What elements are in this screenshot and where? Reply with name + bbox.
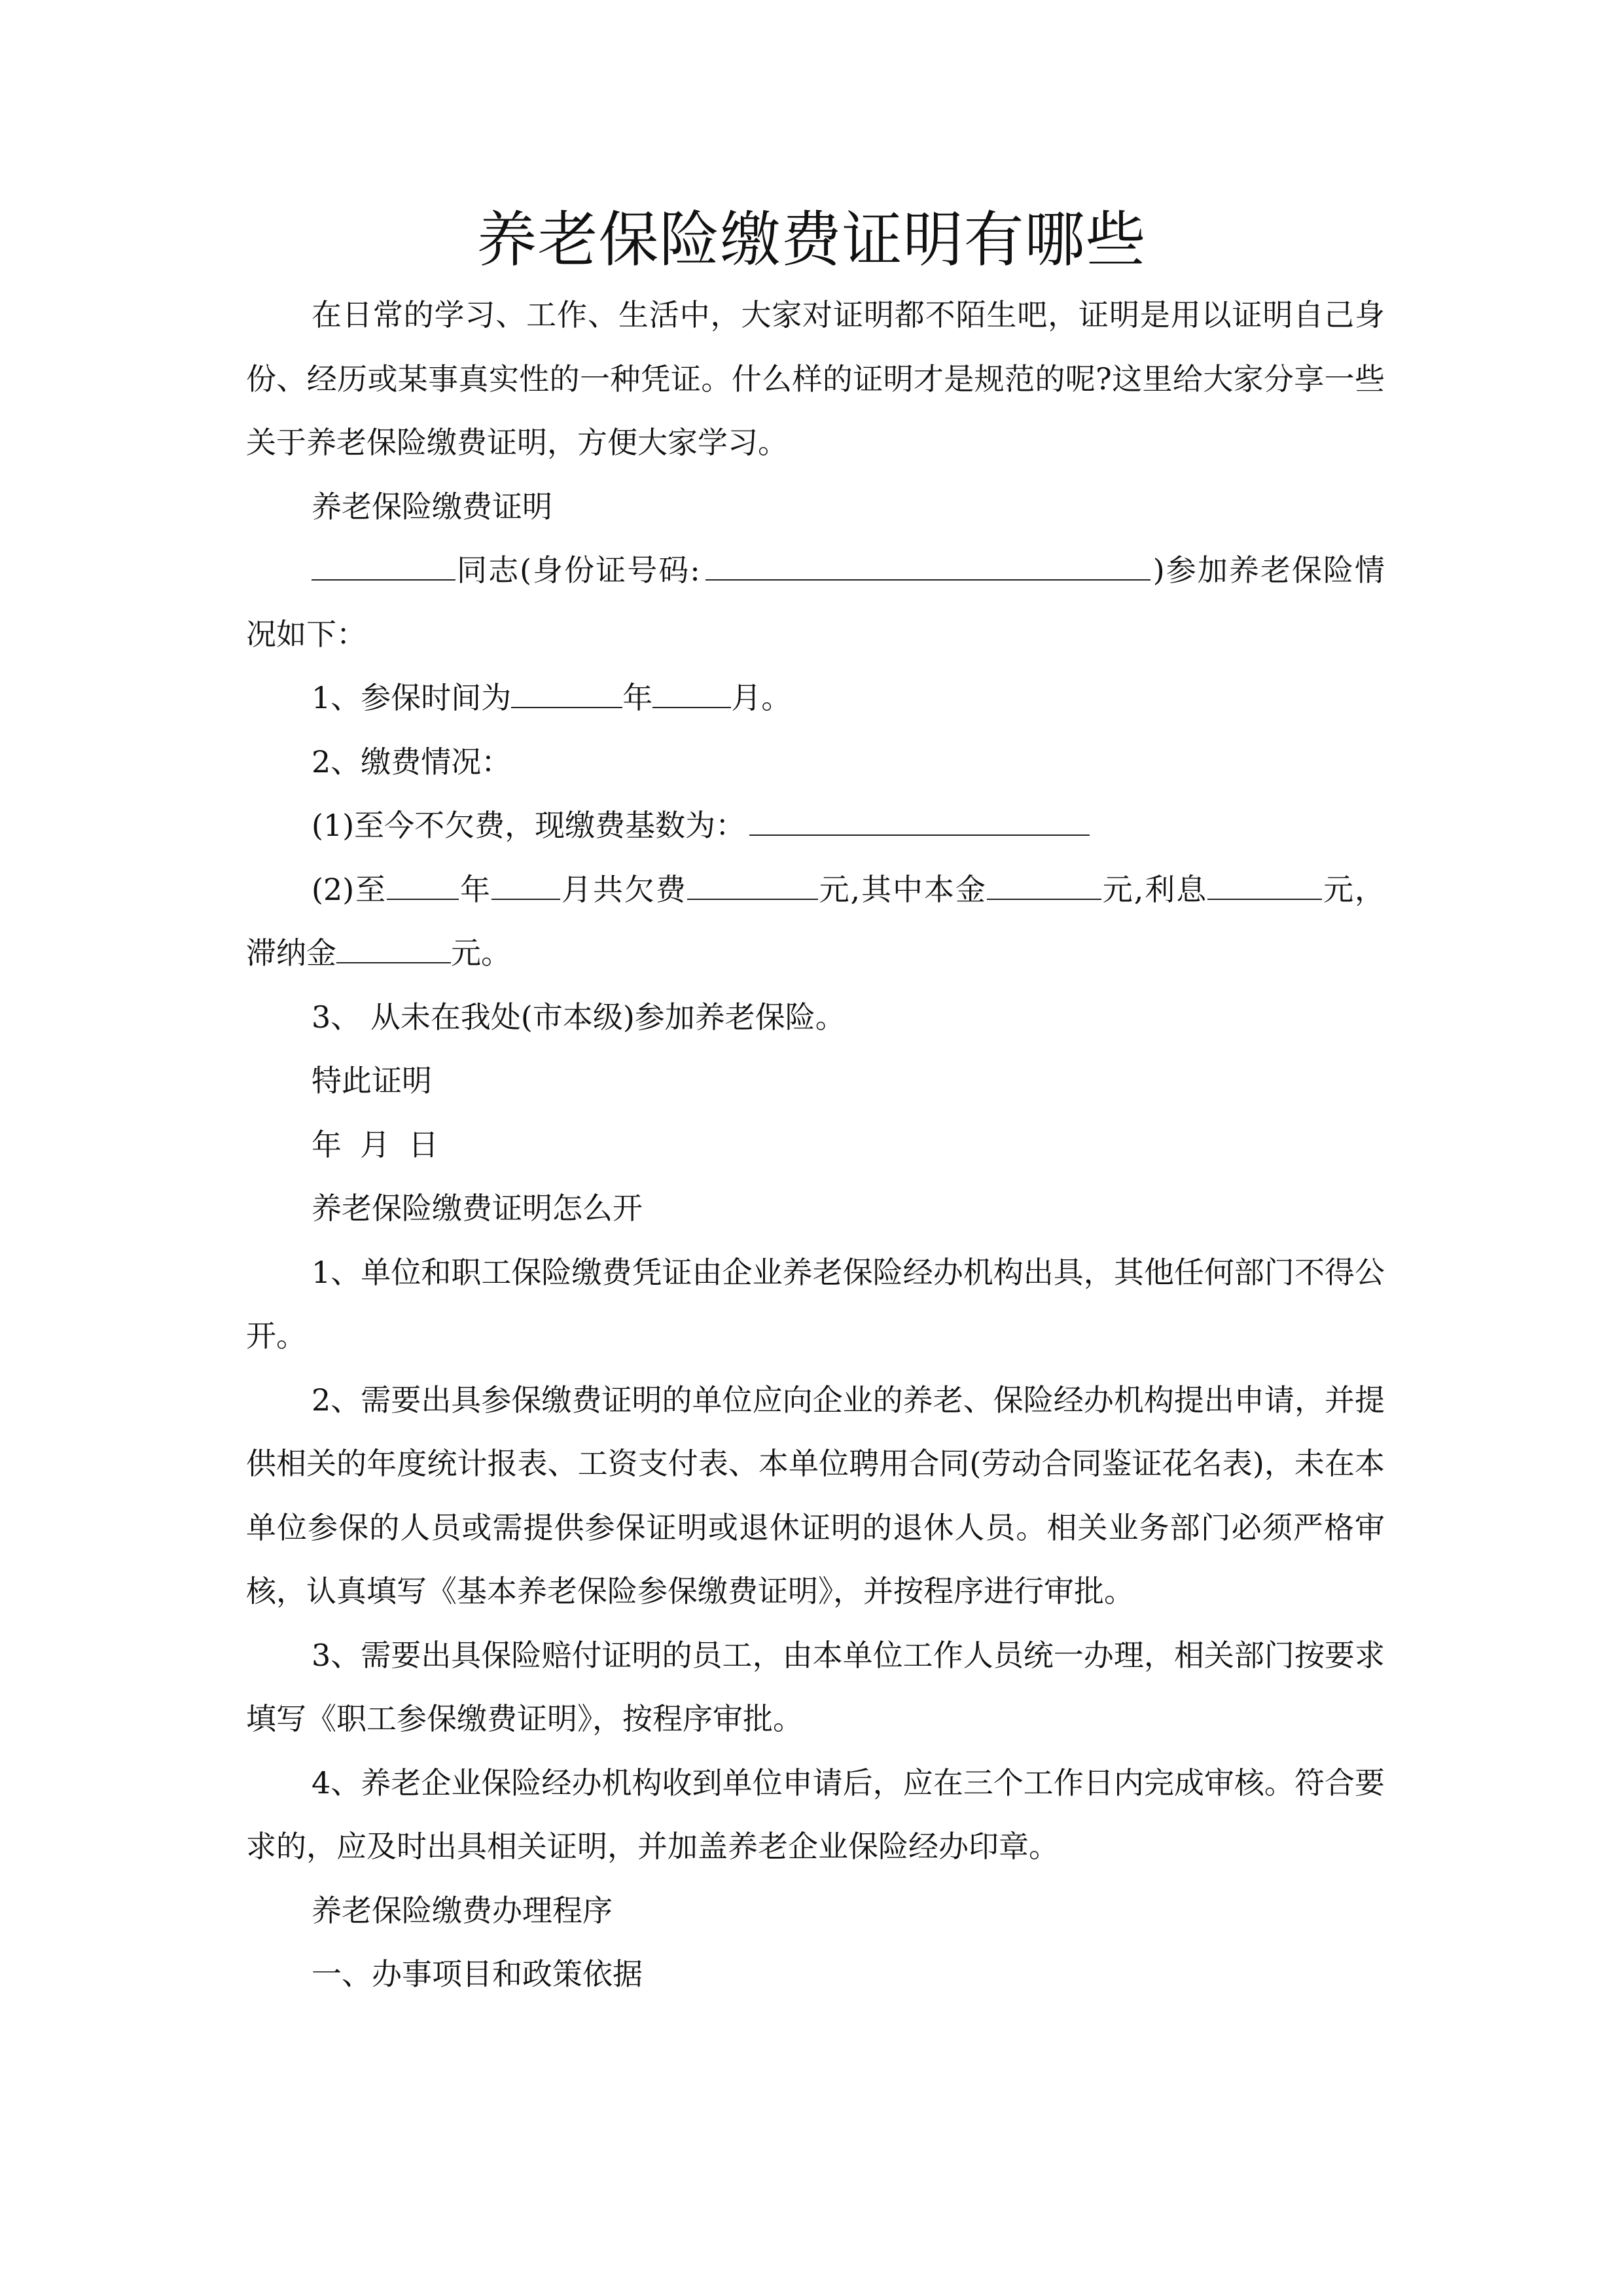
interest-label: 元,利息 <box>1101 871 1208 907</box>
interest-blank <box>1207 869 1322 900</box>
procedure-subheading: 一、办事项目和政策依据 <box>312 1956 643 1992</box>
arrears-year-blank <box>387 869 459 900</box>
cert-comrade-line <box>246 539 1385 666</box>
item1-label: 1、参保时间为 <box>312 680 512 715</box>
cert-sub-1 <box>246 794 1385 858</box>
arrears-month-blank <box>491 869 560 900</box>
cert-item-2: 2、缴费情况： <box>312 744 512 780</box>
late-fee-label: 元，滞纳金 <box>246 871 1385 971</box>
join-year-blank <box>511 677 622 708</box>
id-number-blank <box>705 549 1150 581</box>
principal-label: 元,其中本金 <box>817 871 987 907</box>
date-day-label: 日 <box>408 1126 438 1162</box>
how-to-item-2: 2、需要出具参保缴费证明的单位应向企业的养老、保险经办机构提出申请，并提供相关的年度统计报表、工资支付表、本单位聘用合同(劳动合同鉴证花名表)，未在本单位参保的人员或需提供参保证明或退休证明的退休人员。相关业务部门必须严格审核，认真填写《基本养老保险参保缴费证明》，并按程序进行审批。 <box>246 1382 1385 1609</box>
item1-year-label: 年 <box>622 680 653 715</box>
section-heading-procedure: 养老保险缴费办理程序 <box>312 1892 613 1928</box>
cert-item-1 <box>246 666 1385 730</box>
comrade-label: 同志(身份证号码: <box>455 552 700 588</box>
document-title: 养老保险缴费证明有哪些 <box>476 205 1147 275</box>
cert-sub-2 <box>246 858 1385 986</box>
sub2-end-label: 元。 <box>451 935 511 971</box>
join-label: )参加养老保险情况如下： <box>246 552 1385 652</box>
arrears-total-blank <box>687 869 818 900</box>
cert-closing: 特此证明 <box>312 1063 432 1098</box>
how-to-item-1: 1、单位和职工保险缴费凭证由企业养老保险经办机构出具，其他任何部门不得公开。 <box>246 1254 1385 1354</box>
date-month-label: 月 <box>360 1126 390 1162</box>
cert-date-line <box>246 1113 1385 1177</box>
join-month-blank <box>652 677 731 708</box>
how-to-item-4: 4、养老企业保险经办机构收到单位申请后，应在三个工作日内完成审核。符合要求的，应及时出具相关证明，并加盖养老企业保险经办印章。 <box>246 1765 1385 1864</box>
late-fee-blank <box>336 932 451 963</box>
sub2-owe-label: 月共欠费 <box>560 871 687 907</box>
intro-paragraph: 在日常的学习、工作、生活中，大家对证明都不陌生吧，证明是用以证明自己身份、经历或某事真实性的一种凭证。什么样的证明才是规范的呢?这里给大家分享一些关于养老保险缴费证明，方便大家学习。 <box>246 297 1385 460</box>
section-heading-how-to: 养老保险缴费证明怎么开 <box>312 1191 643 1226</box>
cert-item-3: 3、 从未在我处(市本级)参加养老保险。 <box>312 999 846 1035</box>
name-blank <box>312 549 455 581</box>
sub2-year-label: 年 <box>459 871 491 907</box>
principal-blank <box>987 869 1101 900</box>
base-amount-blank <box>749 804 1090 836</box>
date-year-label: 年 <box>312 1126 342 1162</box>
sub1-label: (1)至今不欠费，现缴费基数为： <box>312 808 746 843</box>
sub2-label: (2)至 <box>312 871 387 907</box>
item1-month-label: 月。 <box>731 680 792 715</box>
document-body <box>246 283 1385 2007</box>
section-heading-certificate: 养老保险缴费证明 <box>312 488 552 524</box>
how-to-item-3: 3、需要出具保险赔付证明的员工，由本单位工作人员统一办理，相关部门按要求填写《职工参保缴费证明》，按程序审批。 <box>246 1637 1385 1736</box>
